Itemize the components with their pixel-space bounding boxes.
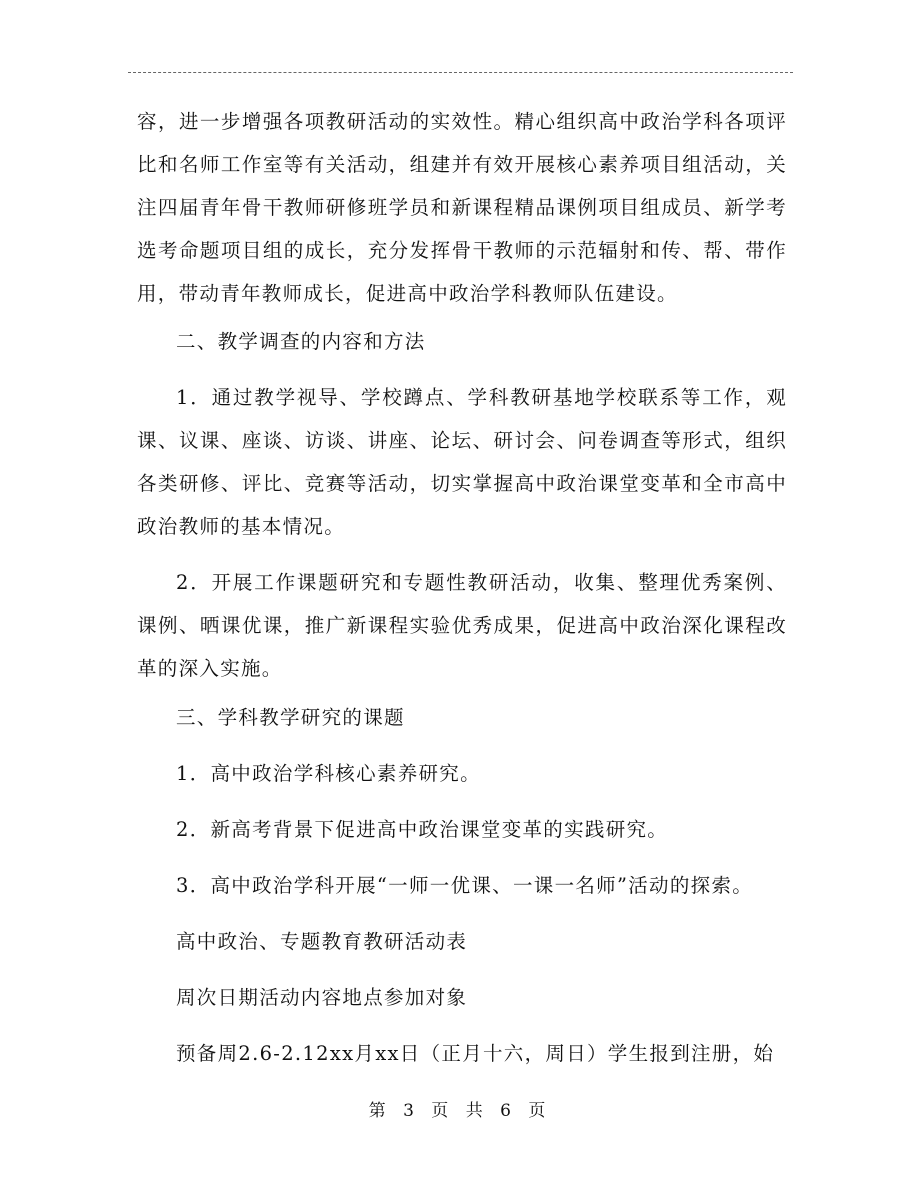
list-item-2-2: 2．开展工作课题研究和专题性教研活动，收集、整理优秀案例、课例、晒课优课，推广新课程实验优秀成果，促进高中政治深化课程改革的深入实施。 — [137, 571, 787, 680]
intro-paragraph: 容，进一步增强各项教研活动的实效性。精心组织高中政治学科各项评比和名师工作室等有关活动，组建并有效开展核心素养项目组活动，关注四届青年骨干教师研修班学员和新课程精品课例项目组成员、新学考选考命题项目组的成长，充分发挥骨干教师的示范辐射和传、帮、带作用，带动青年教师成长，促进高中政治学科教师队伍建设。 — [137, 110, 787, 305]
section-heading-2: 二、教学调查的内容和方法 — [176, 330, 426, 353]
section-heading-3: 三、学科教学研究的课题 — [176, 706, 405, 729]
table-row: 预备周2.6-2.12xx月xx日（正月十六，周日）学生报到注册，始 — [176, 1042, 775, 1065]
list-item-3-2: 2．新高考背景下促进高中政治课堂变革的实践研究。 — [176, 818, 669, 841]
page-number: 第 3 页 共 6 页 — [368, 1101, 552, 1121]
table-header: 周次日期活动内容地点参加对象 — [176, 986, 468, 1009]
table-title: 高中政治、专题教育教研活动表 — [176, 930, 468, 953]
list-item-2-1: 1．通过教学视导、学校蹲点、学科教研基地学校联系等工作，观课、议课、座谈、访谈、讲座、论坛、研讨会、问卷调查等形式，组织各类研修、评比、竞赛等活动，切实掌握高中政治课堂变革和全市高中政治教师的基本情况。 — [137, 386, 787, 538]
list-item-3-1: 1．高中政治学科核心素养研究。 — [176, 762, 481, 785]
list-item-3-3: 3．高中政治学科开展“一师一优课、一课一名师”活动的探索。 — [176, 874, 754, 897]
header-rule — [128, 72, 793, 73]
